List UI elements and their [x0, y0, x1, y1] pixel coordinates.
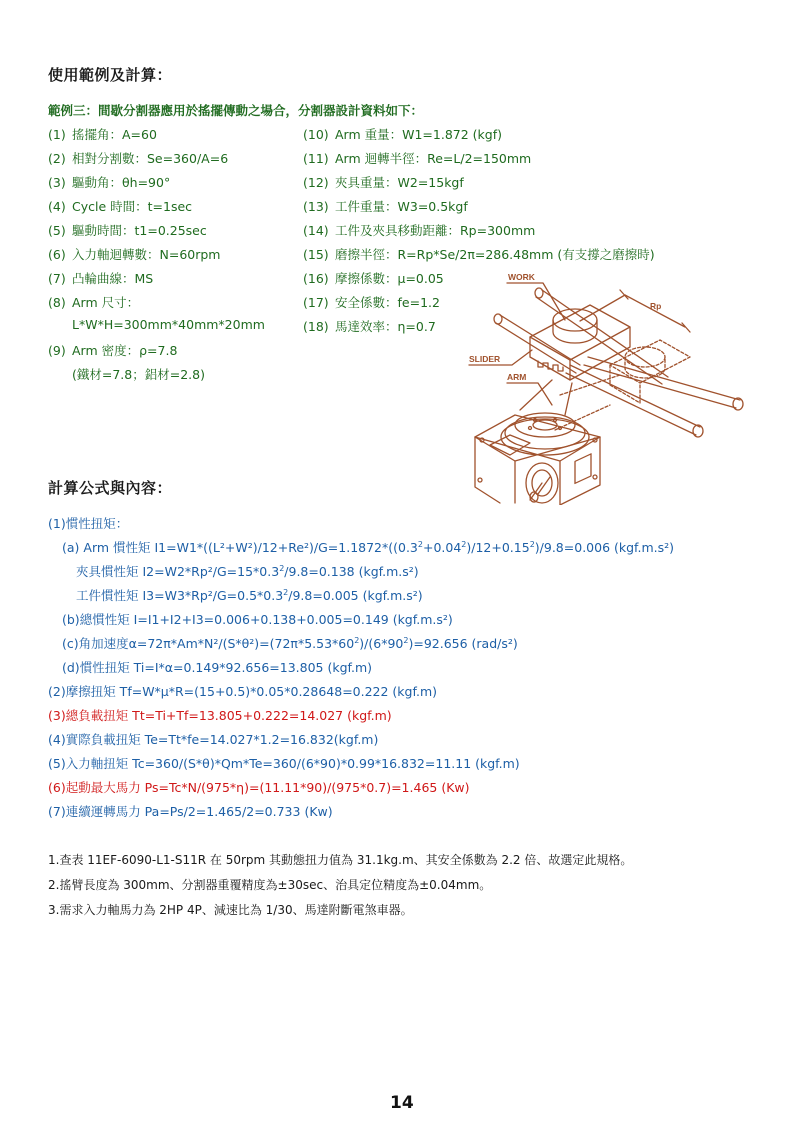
note-3: 3.需求入力軸馬力為 2HP 4P、減速比為 1/30、馬達附斷電煞車器。	[48, 903, 413, 917]
label-arm: ARM	[507, 372, 527, 382]
formula-1c: (c)角加速度$\alpha=72\pi*Am*N^2/(S*\theta^2)=(72\pi*5.53*60^2)/(6*90^2)=92.656$ (rad/s²)	[62, 636, 518, 651]
formula-4: (4)實際負載扭矩 Te=Tt*fe=14.027*1.2=16.832(kgf.m)	[48, 732, 379, 747]
section-title-usage-example: 使用範例及計算：	[48, 66, 173, 84]
note-1: 1.查表 11EF-6090-L1-S11R 在 50rpm 其動態扭力值為 31.1kg.m、其安全係數為 2.2 倍、故選定此規格。	[48, 853, 633, 867]
param-4: (4) Cycle 時間：t=1sec	[48, 199, 193, 214]
formula-1a-fixture-inertia: 夾具慣性矩 $I2=W2*Rp^2/G=15*0.3^2/9.8=0.138$ (kgf.m.s²)	[76, 564, 419, 579]
formula-3: (3)總負載扭矩 Tt=Ti+Tf=13.805+0.222=14.027 (kgf.m)	[48, 708, 392, 723]
param-13: (13) 工件重量：W3=0.5kgf	[303, 199, 468, 214]
formula-1a-work-inertia: 工件慣性矩 $I3=W3*Rp^2/G=0.5*0.3^2/9.8=0.005$ (kgf.m.s²)	[76, 588, 423, 603]
param-2: (2) 相對分割數：Se=360/A=6	[48, 151, 229, 166]
param-9-continuation: (鐵材=7.8；鋁材=2.8)	[72, 367, 205, 382]
param-16: (16) 摩擦係數：μ=0.05	[303, 271, 444, 286]
formula-5: (5)入力軸扭矩 Tc=360/(S*θ)*Qm*Te=360/(6*90)*0.99*16.832=11.11 (kgf.m)	[48, 756, 520, 771]
page-number: 14	[390, 1093, 414, 1113]
formula-1a: (a) Arm 慣性矩 $I1=W1*((L^2+W^2)/12+Re^2)/G=1.1872*((0.3^2+0.04^2)/12+0.15^2)/9.8=0.006$ (kgf.m.s²)	[62, 540, 675, 555]
formula-7: (7)連續運轉馬力 Pa=Ps/2=1.465/2=0.733 (Kw)	[48, 804, 333, 819]
formula-1-heading: (1)慣性扭矩：	[48, 516, 129, 531]
example-heading: 範例三：間歇分割器應用於搖擺傳動之場合，分割器設計資料如下：	[48, 103, 424, 118]
param-5: (5) 驅動時間：t1=0.25sec	[48, 223, 207, 238]
formula-6: (6)起動最大馬力 Ps=Tc*N/(975*η)=(11.11*90)/(975*0.7)=1.465 (Kw)	[48, 780, 470, 795]
formula-1d: (d)慣性扭矩 Ti=I*α=0.149*92.656=13.805 (kgf.m)	[62, 660, 373, 675]
param-7: (7) 凸輪曲線：MS	[48, 271, 154, 286]
param-14: (14) 工件及夾具移動距離：Rp=300mm	[303, 223, 536, 238]
formula-1b: (b)總慣性矩 I=I1+I2+I3=0.006+0.138+0.005=0.149 (kgf.m.s²)	[62, 612, 453, 627]
param-10: (10) Arm 重量：W1=1.872 (kgf)	[303, 127, 502, 142]
indexer-arm-slider-diagram	[460, 265, 760, 505]
param-18: (18) 馬達效率：η=0.7	[303, 319, 436, 334]
section-title-formulas: 計算公式與內容：	[48, 479, 173, 497]
param-6: (6) 入力軸迴轉數：N=60rpm	[48, 247, 221, 262]
param-15: (15) 磨擦半徑：R=Rp*Se/2π=286.48mm (有支撐之磨擦時)	[303, 247, 655, 262]
param-8: (8) Arm 尺寸：	[48, 295, 140, 310]
param-8-continuation: L*W*H=300mm*40mm*20mm	[72, 317, 265, 332]
param-1: (1) 搖擺角：A=60	[48, 127, 157, 142]
param-17: (17) 安全係數：fe=1.2	[303, 295, 440, 310]
param-9: (9) Arm 密度：ρ=7.8	[48, 343, 178, 358]
param-12: (12) 夾具重量：W2=15kgf	[303, 175, 464, 190]
label-work: WORK	[508, 272, 535, 282]
param-11: (11) Arm 迴轉半徑：Re=L/2=150mm	[303, 151, 532, 166]
label-slider: SLIDER	[469, 354, 501, 364]
label-rp: Rp	[650, 301, 662, 311]
formula-2: (2)摩擦扭矩 Tf=W*μ*R=(15+0.5)*0.05*0.28648=0.222 (kgf.m)	[48, 684, 437, 699]
param-3: (3) 驅動角：θh=90°	[48, 175, 171, 190]
note-2: 2.搖臂長度為 300mm、分割器重覆精度為±30sec、治具定位精度為±0.04mm。	[48, 878, 492, 892]
